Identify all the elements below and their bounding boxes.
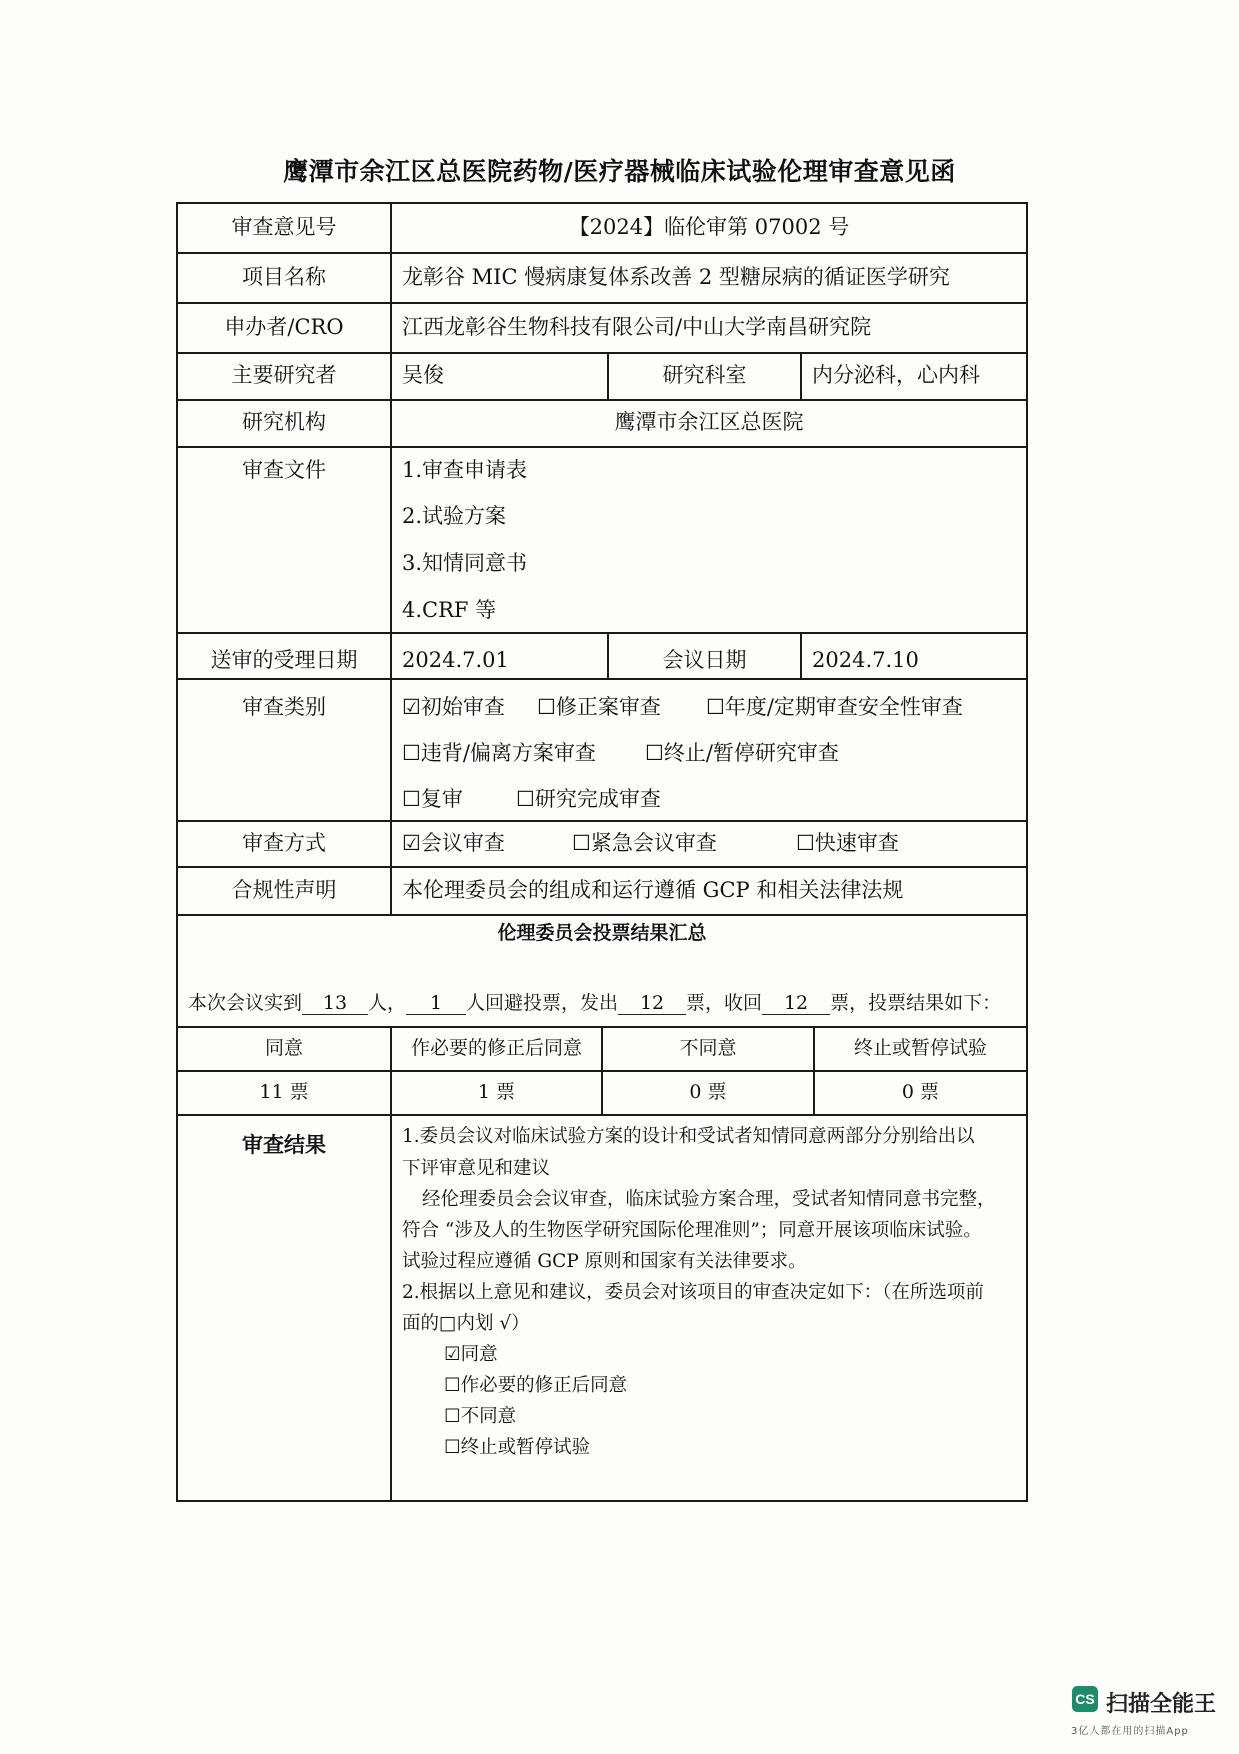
- category-option: ☐违背/偏离方案审查: [402, 741, 596, 765]
- checked-box-icon: ☑: [444, 1344, 461, 1365]
- row-divider: [176, 302, 1028, 304]
- project-label: 项目名称: [242, 265, 326, 289]
- vote-heading: 伦理委员会投票结果汇总: [497, 922, 707, 944]
- decision-option: ☑同意: [444, 1344, 498, 1365]
- submission-date-label: 送审的受理日期: [210, 648, 358, 672]
- checked-box-icon: ☑: [402, 831, 421, 855]
- result-line: 2.根据以上意见和建议，委员会对该项目的审查决定如下：（在所选项前: [402, 1282, 984, 1303]
- col-divider: [800, 352, 802, 399]
- vote-value: 0 票: [901, 1081, 940, 1103]
- attended-count: 13: [302, 994, 368, 1015]
- category-option: ☐终止/暂停研究审查: [645, 741, 839, 765]
- row-divider: [176, 914, 1028, 916]
- meeting-date-label: 会议日期: [662, 648, 747, 672]
- document-item: 2.试验方案: [402, 504, 507, 528]
- vote-header: 同意: [264, 1037, 303, 1059]
- checkbox-icon: ☐: [402, 741, 421, 765]
- meeting-date-value: 2024.7.10: [812, 648, 919, 672]
- result-line: 1.委员会议对临床试验方案的设计和受试者知情同意两部分分别给出以: [402, 1126, 975, 1147]
- document-title: 鹰潭市余江区总医院药物/医疗器械临床试验伦理审查意见函: [283, 157, 956, 186]
- opinion-no-label: 审查意见号: [231, 215, 337, 239]
- dept-label: 研究科室: [662, 363, 747, 387]
- checkbox-icon: ☐: [706, 695, 725, 719]
- category-label: 审查类别: [242, 695, 326, 719]
- issued-count: 12: [618, 994, 686, 1015]
- checkbox-icon: ☐: [402, 787, 421, 811]
- row-divider: [176, 352, 1028, 354]
- checkbox-icon: ☐: [796, 831, 815, 855]
- result-line: 面的□内划 √）: [402, 1313, 530, 1334]
- returned-count: 12: [762, 994, 830, 1015]
- dept-value: 内分泌科，心内科: [812, 363, 980, 387]
- documents-label: 审查文件: [242, 458, 326, 482]
- result-line: 经伦理委员会会议审查，临床试验方案合理，受试者知情同意书完整，: [422, 1189, 996, 1210]
- pi-label: 主要研究者: [231, 363, 337, 387]
- checkbox-icon: ☐: [444, 1437, 461, 1458]
- document-item: 1.审查申请表: [402, 458, 528, 482]
- table-border-top: [176, 202, 1028, 204]
- checkbox-icon: ☐: [537, 695, 556, 719]
- recused-count: 1: [406, 994, 466, 1015]
- watermark-tagline: 3亿人都在用的扫描App: [1071, 1726, 1189, 1737]
- vote-value: 0 票: [689, 1081, 727, 1103]
- row-divider: [176, 446, 1028, 448]
- method-option: ☐紧急会议审查: [572, 831, 717, 855]
- method-option: ☐快速审查: [796, 831, 899, 855]
- row-divider: [176, 866, 1028, 868]
- result-label: 审查结果: [242, 1132, 326, 1157]
- camscanner-logo-icon: CS: [1072, 1686, 1098, 1712]
- vote-header: 作必要的修正后同意: [410, 1037, 582, 1059]
- sponsor-value: 江西龙彰谷生物科技有限公司/中山大学南昌研究院: [402, 315, 872, 339]
- document-item: 4.CRF 等: [402, 598, 497, 622]
- table-border-bottom: [176, 1500, 1028, 1502]
- category-option: ☐复审: [402, 787, 463, 811]
- result-line: 试验过程应遵循 GCP 原则和国家有关法律要求。: [402, 1251, 807, 1272]
- vote-value: 11 票: [259, 1081, 309, 1103]
- row-divider: [176, 399, 1028, 401]
- document-item: 3.知情同意书: [402, 551, 528, 575]
- result-line: 下评审意见和建议: [402, 1158, 551, 1179]
- compliance-value: 本伦理委员会的组成和运行遵循 GCP 和相关法律法规: [402, 878, 904, 902]
- checkbox-icon: ☐: [444, 1406, 461, 1427]
- compliance-label: 合规性声明: [231, 878, 337, 902]
- institution-label: 研究机构: [242, 410, 326, 434]
- watermark-brand: 扫描全能王: [1106, 1692, 1217, 1717]
- method-option: ☑会议审查: [402, 831, 505, 855]
- checkbox-icon: ☐: [444, 1375, 461, 1396]
- vote-header: 不同意: [679, 1037, 737, 1059]
- category-option: ☑初始审查: [402, 695, 505, 719]
- row-divider: [176, 632, 1028, 634]
- label-column-divider: [390, 202, 392, 914]
- category-option: ☐修正案审查: [537, 695, 661, 719]
- decision-option: ☐不同意: [444, 1406, 517, 1427]
- table-border-right: [1026, 202, 1028, 1502]
- pi-value: 吴俊: [402, 363, 444, 387]
- checked-box-icon: ☑: [402, 695, 421, 719]
- vote-header: 终止或暂停试验: [853, 1037, 987, 1059]
- checkbox-icon: ☐: [572, 831, 591, 855]
- category-option: ☐年度/定期审查安全性审查: [706, 695, 963, 719]
- checkbox-icon: ☐: [516, 787, 535, 811]
- category-option: ☐研究完成审查: [516, 787, 661, 811]
- vote-attendance-line: 本次会议实到 13 人， 1 人回避投票，发出 12 票，收回 12 票，投票结果如下：: [188, 992, 1002, 1014]
- row-divider: [176, 820, 1028, 822]
- row-divider: [176, 252, 1028, 254]
- row-divider: [176, 678, 1028, 680]
- opinion-no-value: 【2024】临伦审第 07002 号: [568, 215, 850, 239]
- project-value: 龙彰谷 MIC 慢病康复体系改善 2 型糖尿病的循证医学研究: [402, 265, 950, 289]
- submission-date-value: 2024.7.01: [402, 648, 509, 672]
- checkbox-icon: ☐: [645, 741, 664, 765]
- row-divider: [176, 1114, 1028, 1116]
- method-label: 审查方式: [242, 831, 326, 855]
- institution-value: 鹰潭市余江区总医院: [614, 410, 804, 434]
- decision-option: ☐终止或暂停试验: [444, 1437, 591, 1458]
- decision-option: ☐作必要的修正后同意: [444, 1375, 628, 1396]
- vote-value: 1 票: [477, 1081, 516, 1103]
- result-line: 符合 “涉及人的生物医学研究国际伦理准则”；同意开展该项临床试验。: [402, 1220, 982, 1241]
- sponsor-label: 申办者/CRO: [224, 315, 344, 339]
- col-divider: [800, 632, 802, 678]
